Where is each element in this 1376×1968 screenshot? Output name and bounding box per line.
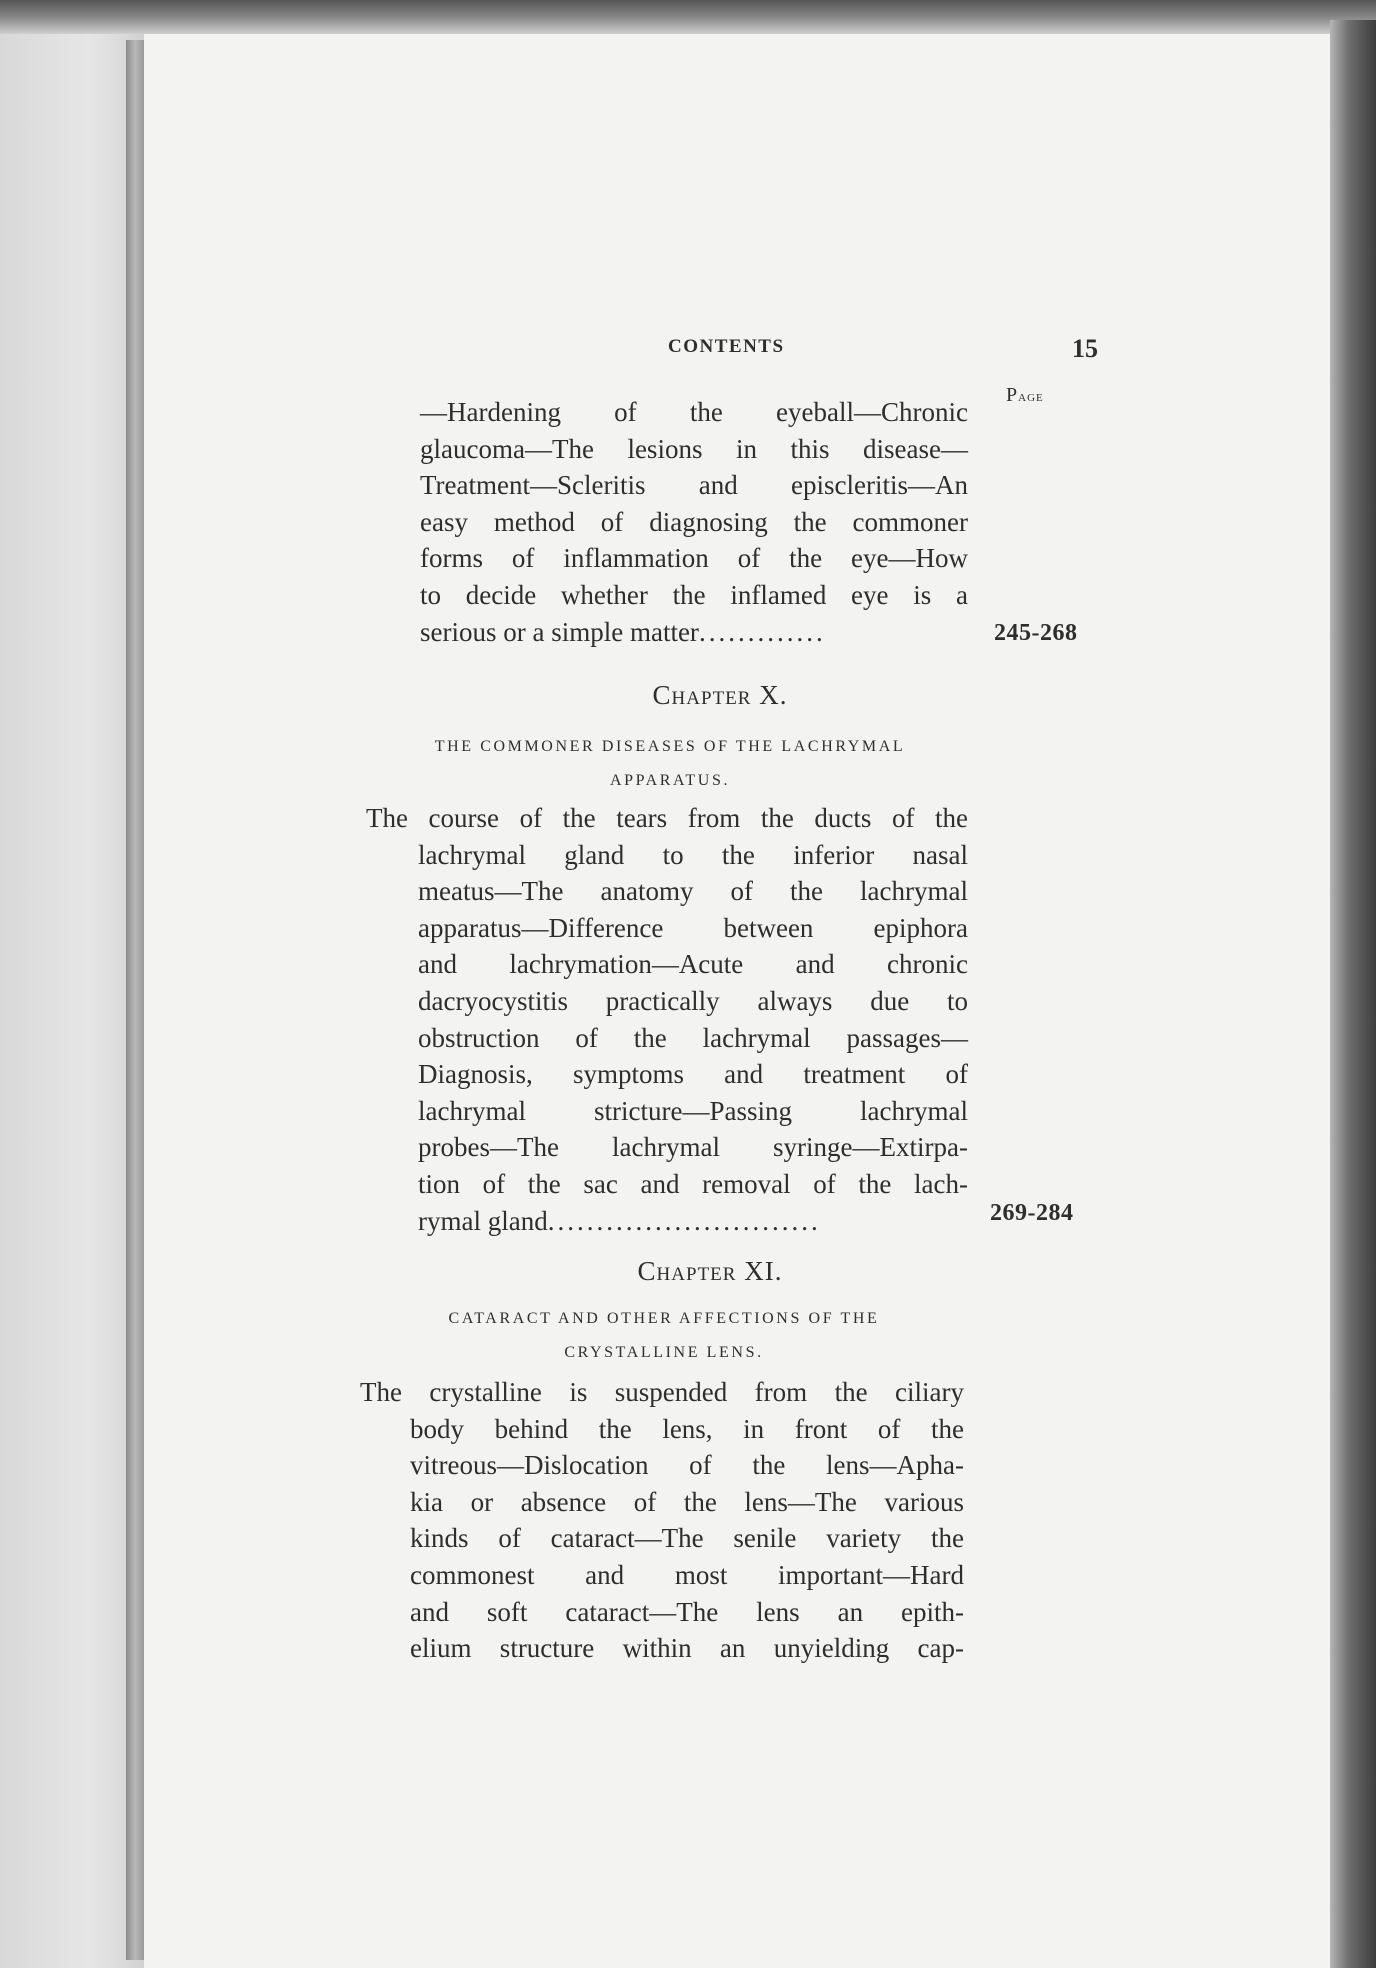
chapter-subtitle [360,730,980,798]
entry-line: lachrymal stricture—Passing lachrymal [418,1095,968,1126]
entry-line: Treatment—Scleritis and episcleritis—An [420,470,968,501]
entry-line: The course of the tears from the ducts of the [366,803,968,833]
chapter-subtitle [354,1302,974,1370]
entry-line: —Hardening of the eyeball—Chronic [420,397,968,427]
entry-line: and lachrymation—Acute and chronic [418,949,968,980]
entry-line: lachrymal gland to the inferior nasal [418,839,968,870]
page-range: 269-284 [990,1200,1074,1226]
entry-line: commonest and most important—Hard [410,1559,964,1590]
entry-line: tion of the sac and removal of the lach- [418,1168,968,1199]
entry-line: obstruction of the lachrymal passages— [418,1022,968,1053]
entry-line: easy method of diagnosing the commoner [420,506,968,537]
chapter-10-entry [366,800,968,1239]
entry-line: glaucoma—The lesions in this disease— [420,433,968,464]
entry-line: Diagnosis, symptoms and treatment of [418,1059,968,1090]
page-number: 15 [1072,334,1098,363]
entry-line: kinds of cataract—The senile variety the [410,1523,964,1554]
running-title: CONTENTS [668,336,785,357]
page-column-label: Page [1006,384,1044,406]
entry-line: vitreous—Dislocation of the lens—Apha- [410,1450,964,1481]
entry-line: elium structure within an unyielding cap- [410,1633,964,1664]
chapter-subtitle-line: APPARATUS. [609,772,731,789]
chapter-subtitle-line: CATARACT AND OTHER AFFECTIONS OF THE [448,1310,880,1327]
book-right-edge [1330,20,1376,1968]
chapter-heading: Chapter X. [652,680,788,710]
dot-leader: ............. [698,616,826,647]
entry-line: dacryocystitis practically always due to [418,985,968,1016]
entry-last-line [420,614,968,651]
entry-line: probes—The lachrymal syringe—Extirpa- [418,1132,968,1163]
entry-line: body behind the lens, in front of the [410,1413,964,1444]
entry-last-text: serious or a simple matter [420,616,699,647]
chapter-subtitle-line: THE COMMONER DISEASES OF THE LACHRYMAL [434,738,906,755]
entry-last-line [366,1203,968,1240]
entry-line: kia or absence of the lens—The various [410,1486,964,1517]
entry-line: meatus—The anatomy of the lachrymal [418,876,968,907]
entry-line: and soft cataract—The lens an epith- [410,1596,964,1627]
book-top-edge [0,0,1376,34]
chapter-subtitle-line: CRYSTALLINE LENS. [564,1344,764,1361]
continued-entry [420,394,968,650]
dot-leader: ............................ [547,1205,821,1236]
entry-last-text: rymal gland [418,1205,548,1236]
book-gutter [126,40,144,1960]
entry-line: The crystalline is suspended from the ciliary [360,1377,964,1407]
entry-line: apparatus—Difference between epiphora [418,912,968,943]
chapter-11-entry [360,1374,964,1667]
entry-line: to decide whether the inflamed eye is a [420,579,968,610]
page-range: 245-268 [994,620,1078,646]
chapter-heading: Chapter XI. [637,1256,783,1286]
entry-line: forms of inflammation of the eye—How [420,543,968,574]
